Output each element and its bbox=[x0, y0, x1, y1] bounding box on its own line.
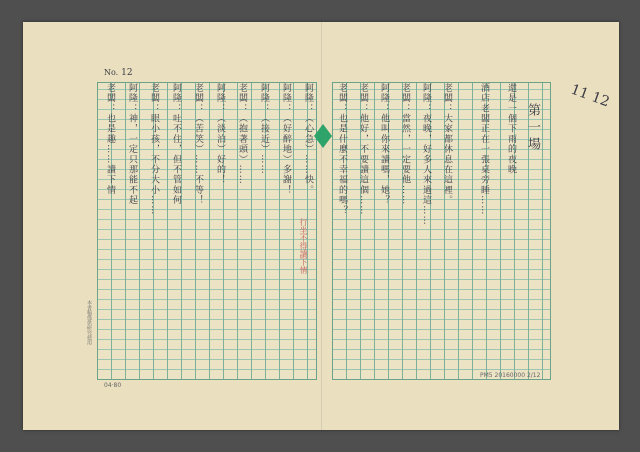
footer-mark: 04·80 bbox=[104, 382, 122, 389]
speaker: 阿隆： bbox=[127, 83, 137, 114]
speaker: 老闆： bbox=[337, 83, 347, 114]
speaker: 老闆： bbox=[358, 83, 368, 114]
line-text: 夜晚，好多人來過這…… bbox=[421, 113, 431, 226]
archive-label: PM5 20160000 2/12 bbox=[480, 372, 541, 379]
left-col-7 bbox=[170, 83, 182, 205]
line-text: 神，一定只那能不起 bbox=[127, 113, 137, 206]
right-col-5 bbox=[420, 83, 432, 226]
line-text: （抱著頭）…… bbox=[237, 113, 247, 186]
speaker: 阿隆： bbox=[303, 83, 313, 114]
right-col-4 bbox=[399, 83, 411, 205]
speaker: 老闆： bbox=[400, 83, 410, 114]
right-col-2 bbox=[357, 83, 369, 216]
speaker: 老闆： bbox=[442, 83, 452, 114]
right-col-9 bbox=[505, 83, 517, 175]
page-number: 12 bbox=[121, 68, 133, 78]
right-col-3 bbox=[378, 83, 390, 205]
line-text: （淡泊）好的！ bbox=[215, 113, 225, 186]
line-text: 大家都休息在這裡。 bbox=[442, 113, 452, 206]
page-number-label: No. 12 bbox=[104, 68, 133, 78]
stage-direction: 酒店老闆正在一張桌旁睡…… bbox=[479, 83, 489, 216]
left-col-9 bbox=[126, 83, 138, 205]
left-col-8 bbox=[148, 83, 160, 216]
binding-marker-top bbox=[314, 124, 332, 136]
speaker: 老闆： bbox=[193, 83, 203, 114]
line-text: （接近）…… bbox=[259, 113, 269, 175]
red-margin-note: 行坐不得讀下情 bbox=[299, 218, 308, 274]
speaker: 阿隆： bbox=[215, 83, 225, 114]
right-col-8 bbox=[478, 83, 490, 216]
speaker: 阿隆： bbox=[171, 83, 181, 114]
speaker: 阿隆： bbox=[281, 83, 291, 114]
line-text: （好醉地）多謝！ bbox=[281, 113, 291, 196]
line-text: 當然，一定要他…… bbox=[400, 113, 410, 206]
left-col-3 bbox=[258, 83, 270, 175]
left-col-10 bbox=[104, 83, 116, 195]
speaker: 老闆： bbox=[105, 83, 115, 114]
handwritten-heading: 第一場 bbox=[525, 103, 540, 154]
line-text: 吐不住，但不管如何 bbox=[171, 113, 181, 206]
speaker: 阿隆： bbox=[379, 83, 389, 114]
line-text: 也是什麼不幸福的嗎？ bbox=[337, 113, 347, 216]
right-manuscript-grid bbox=[332, 82, 551, 380]
stage-direction: 還是一個下雨的夜晚 bbox=[506, 83, 516, 175]
speaker: 阿隆： bbox=[421, 83, 431, 114]
speaker: 阿隆： bbox=[259, 83, 269, 114]
page-fold bbox=[321, 22, 323, 430]
binding-marker-bottom bbox=[314, 136, 332, 148]
line-text: （心急）……快。 bbox=[303, 113, 313, 196]
right-col-6 bbox=[441, 83, 453, 205]
left-col-1 bbox=[302, 83, 314, 195]
left-col-4 bbox=[236, 83, 248, 185]
speaker: 老闆： bbox=[237, 83, 247, 114]
corner-note: 11 12 bbox=[568, 81, 612, 111]
side-stamp: 本書稿僅供研究使用 bbox=[86, 300, 92, 345]
left-col-5 bbox=[214, 83, 226, 185]
line-text: 他好，不要讀這個…… bbox=[358, 113, 368, 216]
left-col-2 bbox=[280, 83, 292, 195]
line-text: 他叫你來讀嗎，她？ bbox=[379, 113, 389, 206]
left-col-6 bbox=[192, 83, 204, 205]
speaker: 老闆： bbox=[149, 83, 159, 114]
left-manuscript-grid bbox=[97, 82, 317, 380]
line-text: 也是趣……讀下情 bbox=[105, 113, 115, 196]
line-text: （苦笑）……不等！ bbox=[193, 113, 203, 206]
line-text: 眼小孩，不分大小…… bbox=[149, 113, 159, 216]
right-col-1 bbox=[336, 83, 348, 216]
